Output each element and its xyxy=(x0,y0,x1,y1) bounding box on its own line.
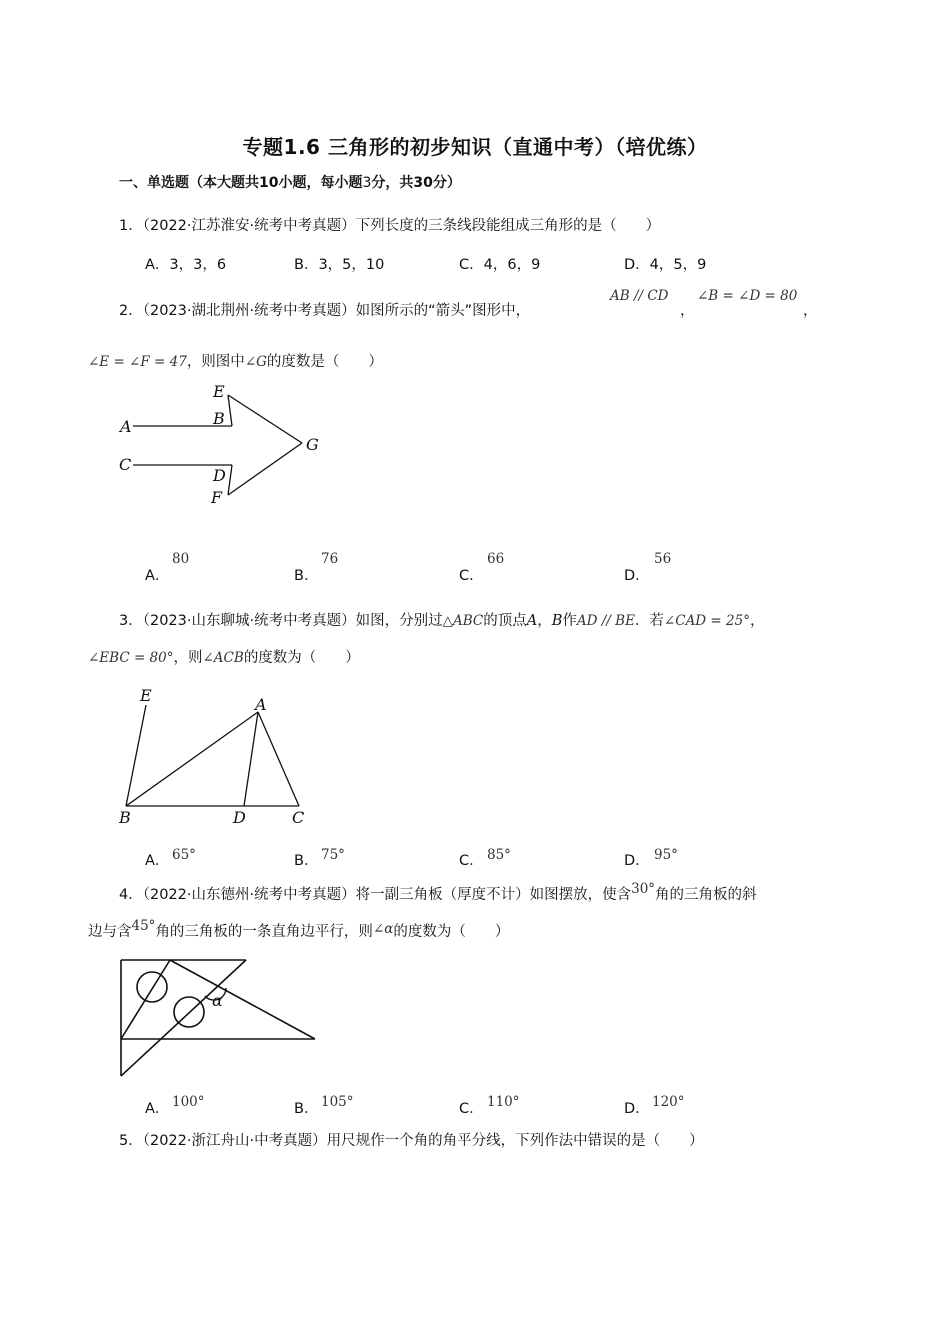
page-title: 专题1.6 三角形的初步知识（直通中考）（培优练） xyxy=(242,135,708,159)
question-3-line2 xyxy=(88,648,360,668)
q3-sep: ， xyxy=(537,613,552,629)
segment-fd xyxy=(228,465,232,495)
q4-math-30: 30° xyxy=(631,881,656,897)
label-alpha: α xyxy=(212,991,223,1010)
q4-line2-b: 角的三角板的一条直角边平行，则 xyxy=(155,924,373,940)
question-1 xyxy=(119,216,660,236)
question-1-number: 1． xyxy=(119,218,143,234)
q4-option-c-label: C． xyxy=(459,1101,484,1117)
q4-line2-a: 边与含 xyxy=(88,924,132,940)
question-4-line2 xyxy=(88,918,510,942)
q3-point-a: A xyxy=(526,613,538,629)
q3-option-b-value: 75° xyxy=(321,847,345,863)
q2-math-angles-bd: ∠B = ∠D = 80 xyxy=(697,288,798,304)
segment-ba xyxy=(126,712,258,806)
question-2 xyxy=(119,301,530,321)
q3-sep-2: ， xyxy=(749,613,765,629)
q2-option-b-value: 76 xyxy=(321,551,339,567)
q1-option-a: A．3，3，6 xyxy=(145,257,227,273)
section-end: 分） xyxy=(432,175,461,191)
q2-math-angles-ef: ∠E = ∠F = 47 xyxy=(88,354,187,370)
q2-option-c-value: 66 xyxy=(487,551,505,567)
q1-option-c: C．4，6，9 xyxy=(459,257,541,273)
segment-ad xyxy=(244,712,258,806)
section-header xyxy=(119,172,461,192)
label-d: D xyxy=(213,466,226,485)
segment-gf xyxy=(228,443,302,495)
q2-option-d-value: 56 xyxy=(654,551,672,567)
section-mid2: 分，共 xyxy=(371,175,414,191)
question-1-text: （2022·江苏淮安·统考中考真题）下列长度的三条线段能组成三角形的是（ ） xyxy=(142,218,661,234)
q3-text-5: ，则 xyxy=(173,650,203,666)
question-4-number: 4． xyxy=(119,887,143,903)
q2-math-g: ∠G xyxy=(244,354,267,370)
q1-option-d: D．4，5，9 xyxy=(624,257,707,273)
q4-math-45: 45° xyxy=(131,918,156,934)
label-b: B xyxy=(119,808,131,827)
q3-point-b: B xyxy=(551,613,563,629)
q3-option-b-label: B． xyxy=(294,853,319,869)
label-a: A xyxy=(255,695,267,714)
label-c: C xyxy=(292,808,305,827)
q4-option-a-value: 100° xyxy=(172,1094,205,1110)
section-total: 30 xyxy=(413,175,433,191)
segment-eg xyxy=(228,395,302,443)
circle-hole-1 xyxy=(137,972,167,1002)
q2-option-a-value: 80 xyxy=(172,551,190,567)
q3-text-6: 的度数为（ ） xyxy=(243,650,360,666)
question-3-text: （2023·山东聊城·统考中考真题）如图，分别过 xyxy=(142,613,443,629)
label-e: E xyxy=(213,382,225,401)
label-f: F xyxy=(211,488,223,507)
label-c: C xyxy=(119,455,132,474)
question-3-number: 3． xyxy=(119,613,143,629)
section-per: 3 xyxy=(362,175,372,191)
q2-option-b-label: B． xyxy=(294,568,319,584)
q4-option-c-value: 110° xyxy=(487,1094,520,1110)
q2-sep-2: ， xyxy=(803,303,818,319)
triangle-figure xyxy=(113,684,323,829)
section-mid: 小题，每小题 xyxy=(278,175,363,191)
set-squares-figure xyxy=(115,954,325,1082)
q2-math-parallel: AB // CD xyxy=(610,288,669,304)
question-5-number: 5． xyxy=(119,1133,143,1149)
section-label: 一、单选题（本大题共 xyxy=(119,175,259,191)
segment-ac xyxy=(258,712,299,806)
q3-option-c-value: 85° xyxy=(487,847,511,863)
q3-option-a-value: 65° xyxy=(172,847,196,863)
q2-option-d-label: D． xyxy=(624,568,650,584)
q4-option-d-label: D． xyxy=(624,1101,650,1117)
q2-sep-1: ， xyxy=(680,303,695,319)
q4-option-d-value: 120° xyxy=(652,1094,685,1110)
section-count: 10 xyxy=(259,175,279,191)
q3-option-c-label: C． xyxy=(459,853,484,869)
question-4-text: （2022·山东德州·统考中考真题）将一副三角板（厚度不计）如图摆放，使含 xyxy=(142,887,632,903)
q3-option-a-label: A． xyxy=(145,853,170,869)
q3-text-3: 作 xyxy=(562,613,577,629)
q4-math-alpha: ∠α xyxy=(372,921,394,937)
label-a: A xyxy=(120,417,132,436)
q3-math-triangle: △ABC xyxy=(442,613,484,629)
q3-math-ebc: ∠EBC = 80° xyxy=(88,650,174,666)
q4-option-b-value: 105° xyxy=(321,1094,354,1110)
q3-math-acb: ∠ACB xyxy=(202,650,244,666)
edge-short-30 xyxy=(121,960,170,1039)
q4-text-2: 角的三角板的斜 xyxy=(655,887,757,903)
q2-option-a-label: A． xyxy=(145,568,170,584)
question-4 xyxy=(119,881,757,905)
question-2-text: （2023·湖北荆州·统考中考真题）如图所示的“箭头”图形中， xyxy=(142,303,531,319)
segment-be xyxy=(126,705,146,806)
label-b: B xyxy=(213,409,225,428)
arrow-figure xyxy=(115,380,335,510)
question-3 xyxy=(119,611,764,631)
q3-math-parallel: AD // BE xyxy=(576,613,635,629)
question-5-text: （2022·浙江舟山·中考真题）用尺规作一个角的角平分线，下列作法中错误的是（ ） xyxy=(142,1133,704,1149)
label-e: E xyxy=(140,686,152,705)
q3-option-d-label: D． xyxy=(624,853,650,869)
segment-be xyxy=(228,395,232,426)
question-2-number: 2． xyxy=(119,303,143,319)
q1-option-b: B．3，5，10 xyxy=(294,257,385,273)
q3-text-2: 的顶点 xyxy=(483,613,527,629)
q4-option-b-label: B． xyxy=(294,1101,319,1117)
question-2-line2 xyxy=(88,352,383,372)
q3-option-d-value: 95° xyxy=(654,847,678,863)
label-g: G xyxy=(306,435,319,454)
q2-text-2: ，则图中 xyxy=(186,354,245,370)
q4-line2-c: 的度数为（ ） xyxy=(393,924,510,940)
label-d: D xyxy=(233,808,246,827)
q2-text-3: 的度数是（ ） xyxy=(266,354,383,370)
q3-text-4: ．若 xyxy=(634,613,664,629)
q2-option-c-label: C． xyxy=(459,568,484,584)
question-5 xyxy=(119,1131,704,1151)
q3-math-cad: ∠CAD = 25° xyxy=(663,613,750,629)
q4-option-a-label: A． xyxy=(145,1101,170,1117)
